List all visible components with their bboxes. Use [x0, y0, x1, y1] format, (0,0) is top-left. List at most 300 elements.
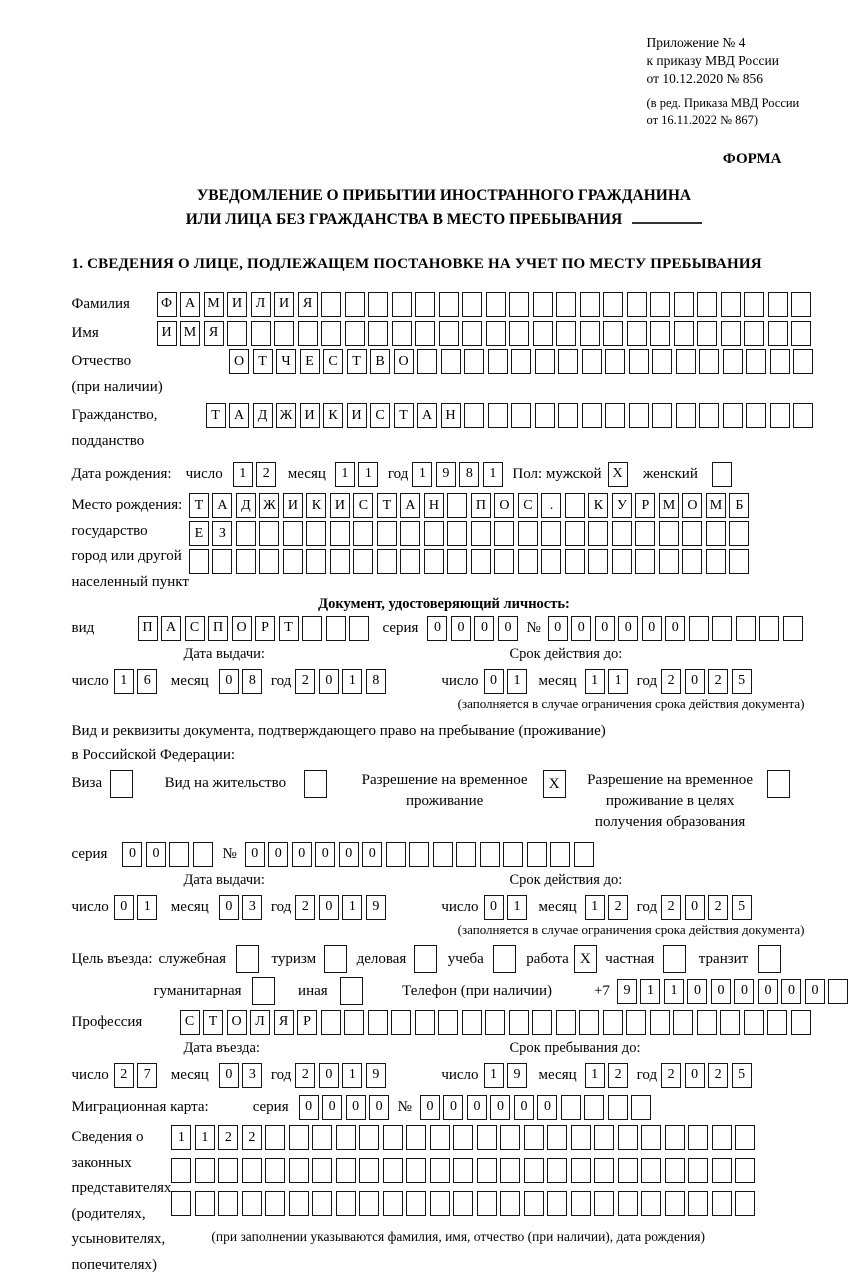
form-cell[interactable] — [477, 1158, 497, 1183]
form-cell[interactable]: Е — [189, 521, 209, 546]
form-cell[interactable] — [424, 521, 444, 546]
form-cell[interactable]: 1 — [335, 462, 355, 487]
form-cell[interactable]: 0 — [474, 616, 494, 641]
form-cell[interactable]: 0 — [346, 1095, 366, 1120]
form-cell[interactable]: 1 — [114, 669, 134, 694]
form-cell[interactable]: Я — [274, 1010, 294, 1035]
form-cell[interactable] — [509, 321, 529, 346]
form-cell[interactable]: Р — [297, 1010, 317, 1035]
form-cell[interactable] — [612, 549, 632, 574]
form-cell[interactable] — [462, 1010, 482, 1035]
form-cell[interactable]: 1 — [640, 979, 660, 1004]
form-cell[interactable] — [558, 349, 578, 374]
form-cell[interactable] — [659, 521, 679, 546]
form-cell[interactable] — [712, 1158, 732, 1183]
form-cell[interactable] — [652, 349, 672, 374]
form-cell[interactable] — [415, 1010, 435, 1035]
form-cell[interactable] — [652, 403, 672, 428]
form-cell[interactable]: 1 — [195, 1125, 215, 1150]
form-cell[interactable] — [265, 1191, 285, 1216]
form-cell[interactable]: 5 — [732, 1063, 752, 1088]
form-cell[interactable]: 0 — [685, 1063, 705, 1088]
form-cell[interactable] — [665, 1191, 685, 1216]
form-cell[interactable]: И — [227, 292, 247, 317]
form-cell[interactable] — [580, 292, 600, 317]
form-cell[interactable] — [768, 321, 788, 346]
form-cell[interactable] — [627, 321, 647, 346]
form-cell[interactable]: Я — [298, 292, 318, 317]
form-cell[interactable]: Ч — [276, 349, 296, 374]
form-cell[interactable] — [453, 1158, 473, 1183]
form-cell[interactable]: Т — [377, 493, 397, 518]
form-cell[interactable]: 0 — [122, 842, 142, 867]
form-cell[interactable] — [321, 292, 341, 317]
form-cell[interactable] — [697, 292, 717, 317]
form-cell[interactable] — [791, 321, 811, 346]
form-cell[interactable] — [650, 1010, 670, 1035]
form-cell[interactable]: Л — [251, 292, 271, 317]
form-cell[interactable]: З — [212, 521, 232, 546]
form-cell[interactable] — [783, 616, 803, 641]
form-cell[interactable] — [641, 1191, 661, 1216]
form-cell[interactable]: 0 — [734, 979, 754, 1004]
form-cell[interactable] — [641, 1158, 661, 1183]
form-cell[interactable]: 1 — [137, 895, 157, 920]
form-cell[interactable] — [565, 549, 585, 574]
form-cell[interactable] — [735, 1191, 755, 1216]
form-cell[interactable] — [447, 549, 467, 574]
form-cell[interactable] — [464, 403, 484, 428]
form-cell[interactable]: Т — [189, 493, 209, 518]
form-cell[interactable]: 1 — [342, 669, 362, 694]
form-cell[interactable] — [336, 1158, 356, 1183]
form-cell[interactable]: П — [471, 493, 491, 518]
form-cell[interactable]: Ж — [259, 493, 279, 518]
form-cell[interactable] — [518, 521, 538, 546]
form-cell[interactable] — [336, 1125, 356, 1150]
form-cell[interactable]: 0 — [781, 979, 801, 1004]
form-cell[interactable] — [723, 403, 743, 428]
form-cell[interactable] — [712, 462, 732, 487]
form-cell[interactable] — [289, 1191, 309, 1216]
form-cell[interactable]: 1 — [484, 1063, 504, 1088]
form-cell[interactable] — [706, 549, 726, 574]
form-cell[interactable]: Е — [300, 349, 320, 374]
form-cell[interactable] — [321, 321, 341, 346]
form-cell[interactable] — [629, 403, 649, 428]
form-cell[interactable] — [391, 1010, 411, 1035]
form-cell[interactable]: 0 — [498, 616, 518, 641]
form-cell[interactable] — [193, 842, 213, 867]
form-cell[interactable] — [441, 349, 461, 374]
form-cell[interactable] — [650, 292, 670, 317]
form-cell[interactable] — [312, 1158, 332, 1183]
form-cell[interactable]: С — [323, 349, 343, 374]
form-cell[interactable]: 9 — [436, 462, 456, 487]
form-cell[interactable] — [464, 349, 484, 374]
form-cell[interactable] — [406, 1158, 426, 1183]
form-cell[interactable] — [627, 292, 647, 317]
form-cell[interactable] — [349, 616, 369, 641]
form-cell[interactable]: 0 — [484, 895, 504, 920]
form-cell[interactable] — [283, 549, 303, 574]
form-cell[interactable] — [486, 321, 506, 346]
form-cell[interactable] — [767, 1010, 787, 1035]
form-cell[interactable]: М — [706, 493, 726, 518]
form-cell[interactable] — [676, 403, 696, 428]
form-cell[interactable] — [289, 1158, 309, 1183]
form-cell[interactable]: У — [612, 493, 632, 518]
form-cell[interactable]: 6 — [137, 669, 157, 694]
form-cell[interactable] — [383, 1158, 403, 1183]
form-cell[interactable]: И — [274, 292, 294, 317]
form-cell[interactable] — [471, 549, 491, 574]
form-cell[interactable] — [556, 1010, 576, 1035]
form-cell[interactable]: 0 — [292, 842, 312, 867]
form-cell[interactable] — [345, 292, 365, 317]
form-cell[interactable] — [494, 549, 514, 574]
form-cell[interactable] — [252, 977, 275, 1005]
form-cell[interactable] — [550, 842, 570, 867]
form-cell[interactable] — [759, 616, 779, 641]
form-cell[interactable]: 0 — [571, 616, 591, 641]
form-cell[interactable] — [558, 403, 578, 428]
form-cell[interactable] — [682, 521, 702, 546]
form-cell[interactable] — [518, 549, 538, 574]
form-cell[interactable] — [430, 1158, 450, 1183]
form-cell[interactable]: А — [161, 616, 181, 641]
form-cell[interactable] — [488, 349, 508, 374]
form-cell[interactable]: 1 — [342, 1063, 362, 1088]
form-cell[interactable] — [565, 521, 585, 546]
form-cell[interactable]: 0 — [299, 1095, 319, 1120]
form-cell[interactable]: Я — [204, 321, 224, 346]
form-cell[interactable] — [746, 403, 766, 428]
form-cell[interactable] — [298, 321, 318, 346]
form-cell[interactable] — [697, 1010, 717, 1035]
form-cell[interactable] — [579, 1010, 599, 1035]
form-cell[interactable] — [503, 842, 523, 867]
form-cell[interactable] — [547, 1158, 567, 1183]
form-cell[interactable] — [359, 1125, 379, 1150]
form-cell[interactable]: С — [180, 1010, 200, 1035]
form-cell[interactable] — [676, 349, 696, 374]
form-cell[interactable]: 0 — [642, 616, 662, 641]
form-cell[interactable]: Ж — [276, 403, 296, 428]
form-cell[interactable]: С — [353, 493, 373, 518]
form-cell[interactable] — [500, 1191, 520, 1216]
form-cell[interactable] — [697, 321, 717, 346]
form-cell[interactable]: 0 — [319, 1063, 339, 1088]
form-cell[interactable] — [406, 1191, 426, 1216]
form-cell[interactable] — [605, 403, 625, 428]
form-cell[interactable]: 0 — [319, 669, 339, 694]
form-cell[interactable]: П — [208, 616, 228, 641]
form-cell[interactable]: 2 — [608, 895, 628, 920]
form-cell[interactable]: О — [227, 1010, 247, 1035]
form-cell[interactable] — [392, 292, 412, 317]
form-cell[interactable]: X — [608, 462, 628, 487]
form-cell[interactable] — [793, 403, 813, 428]
form-cell[interactable] — [729, 549, 749, 574]
form-cell[interactable]: 0 — [548, 616, 568, 641]
form-cell[interactable]: А — [400, 493, 420, 518]
form-cell[interactable]: 3 — [242, 1063, 262, 1088]
form-cell[interactable] — [603, 292, 623, 317]
form-cell[interactable] — [688, 1125, 708, 1150]
form-cell[interactable] — [594, 1158, 614, 1183]
form-cell[interactable]: 0 — [467, 1095, 487, 1120]
form-cell[interactable]: 0 — [427, 616, 447, 641]
form-cell[interactable] — [541, 521, 561, 546]
form-cell[interactable]: 1 — [483, 462, 503, 487]
form-cell[interactable] — [565, 493, 585, 518]
form-cell[interactable] — [312, 1191, 332, 1216]
form-cell[interactable]: А — [417, 403, 437, 428]
form-cell[interactable] — [712, 1125, 732, 1150]
form-cell[interactable] — [430, 1125, 450, 1150]
form-cell[interactable] — [580, 321, 600, 346]
form-cell[interactable] — [414, 945, 437, 973]
form-cell[interactable] — [735, 1158, 755, 1183]
form-cell[interactable] — [618, 1191, 638, 1216]
form-cell[interactable] — [791, 292, 811, 317]
form-cell[interactable] — [340, 977, 363, 1005]
form-cell[interactable] — [768, 292, 788, 317]
form-cell[interactable] — [195, 1191, 215, 1216]
form-cell[interactable]: 8 — [366, 669, 386, 694]
form-cell[interactable] — [532, 1010, 552, 1035]
form-cell[interactable] — [626, 1010, 646, 1035]
form-cell[interactable] — [665, 1158, 685, 1183]
form-cell[interactable]: Р — [635, 493, 655, 518]
form-cell[interactable] — [368, 292, 388, 317]
form-cell[interactable]: О — [229, 349, 249, 374]
form-cell[interactable] — [635, 521, 655, 546]
form-cell[interactable] — [227, 321, 247, 346]
form-cell[interactable] — [735, 1125, 755, 1150]
form-cell[interactable] — [400, 521, 420, 546]
form-cell[interactable]: 0 — [420, 1095, 440, 1120]
form-cell[interactable]: Д — [253, 403, 273, 428]
form-cell[interactable] — [242, 1191, 262, 1216]
form-cell[interactable]: 2 — [708, 1063, 728, 1088]
form-cell[interactable] — [603, 1010, 623, 1035]
form-cell[interactable] — [424, 549, 444, 574]
form-cell[interactable]: Л — [250, 1010, 270, 1035]
form-cell[interactable] — [535, 403, 555, 428]
form-cell[interactable] — [541, 549, 561, 574]
form-cell[interactable]: 0 — [687, 979, 707, 1004]
form-cell[interactable] — [417, 349, 437, 374]
form-cell[interactable]: О — [394, 349, 414, 374]
form-cell[interactable] — [746, 349, 766, 374]
form-cell[interactable] — [770, 349, 790, 374]
form-cell[interactable] — [582, 349, 602, 374]
form-cell[interactable] — [265, 1158, 285, 1183]
form-cell[interactable]: Т — [253, 349, 273, 374]
form-cell[interactable]: П — [138, 616, 158, 641]
form-cell[interactable]: . — [541, 493, 561, 518]
form-cell[interactable]: 2 — [295, 669, 315, 694]
form-cell[interactable]: 9 — [366, 895, 386, 920]
form-cell[interactable] — [689, 616, 709, 641]
form-cell[interactable]: А — [212, 493, 232, 518]
form-cell[interactable] — [462, 321, 482, 346]
form-cell[interactable]: 0 — [114, 895, 134, 920]
form-cell[interactable] — [415, 292, 435, 317]
form-cell[interactable] — [488, 403, 508, 428]
form-cell[interactable]: И — [283, 493, 303, 518]
form-cell[interactable] — [236, 549, 256, 574]
form-cell[interactable]: Н — [441, 403, 461, 428]
form-cell[interactable] — [447, 521, 467, 546]
form-cell[interactable] — [605, 349, 625, 374]
form-cell[interactable]: 0 — [339, 842, 359, 867]
form-cell[interactable] — [259, 549, 279, 574]
form-cell[interactable] — [561, 1095, 581, 1120]
form-cell[interactable]: 1 — [507, 895, 527, 920]
form-cell[interactable] — [433, 842, 453, 867]
form-cell[interactable]: 0 — [451, 616, 471, 641]
form-cell[interactable]: О — [494, 493, 514, 518]
form-cell[interactable] — [791, 1010, 811, 1035]
form-cell[interactable] — [344, 1010, 364, 1035]
form-cell[interactable] — [524, 1191, 544, 1216]
form-cell[interactable]: 0 — [443, 1095, 463, 1120]
form-cell[interactable]: 2 — [661, 669, 681, 694]
form-cell[interactable] — [770, 403, 790, 428]
form-cell[interactable]: 2 — [218, 1125, 238, 1150]
form-cell[interactable] — [189, 549, 209, 574]
form-cell[interactable] — [828, 979, 848, 1004]
form-cell[interactable] — [571, 1158, 591, 1183]
form-cell[interactable] — [547, 1191, 567, 1216]
form-cell[interactable] — [641, 1125, 661, 1150]
form-cell[interactable]: 1 — [358, 462, 378, 487]
form-cell[interactable]: О — [682, 493, 702, 518]
form-cell[interactable]: В — [370, 349, 390, 374]
form-cell[interactable] — [682, 549, 702, 574]
form-cell[interactable] — [368, 321, 388, 346]
form-cell[interactable] — [736, 616, 756, 641]
form-cell[interactable] — [712, 616, 732, 641]
form-cell[interactable]: Т — [347, 349, 367, 374]
form-cell[interactable] — [283, 521, 303, 546]
form-cell[interactable] — [438, 1010, 458, 1035]
form-cell[interactable]: 1 — [664, 979, 684, 1004]
form-cell[interactable] — [509, 292, 529, 317]
form-cell[interactable] — [673, 1010, 693, 1035]
form-cell[interactable] — [674, 321, 694, 346]
form-cell[interactable] — [699, 403, 719, 428]
form-cell[interactable]: 2 — [295, 895, 315, 920]
form-cell[interactable] — [582, 403, 602, 428]
form-cell[interactable]: 1 — [608, 669, 628, 694]
form-cell[interactable] — [720, 1010, 740, 1035]
form-cell[interactable]: 0 — [595, 616, 615, 641]
form-cell[interactable] — [706, 521, 726, 546]
form-cell[interactable] — [400, 549, 420, 574]
form-cell[interactable] — [635, 549, 655, 574]
form-cell[interactable]: 0 — [369, 1095, 389, 1120]
form-cell[interactable] — [571, 1191, 591, 1216]
form-cell[interactable] — [535, 349, 555, 374]
form-cell[interactable] — [259, 521, 279, 546]
form-cell[interactable]: 0 — [146, 842, 166, 867]
form-cell[interactable] — [353, 521, 373, 546]
form-cell[interactable] — [321, 1010, 341, 1035]
form-cell[interactable] — [447, 493, 467, 518]
form-cell[interactable] — [608, 1095, 628, 1120]
form-cell[interactable] — [110, 770, 133, 798]
form-cell[interactable] — [477, 1191, 497, 1216]
form-cell[interactable] — [345, 321, 365, 346]
form-cell[interactable]: А — [180, 292, 200, 317]
form-cell[interactable]: М — [204, 292, 224, 317]
form-cell[interactable] — [169, 842, 189, 867]
form-cell[interactable]: 2 — [661, 1063, 681, 1088]
form-cell[interactable]: 9 — [366, 1063, 386, 1088]
form-cell[interactable] — [744, 321, 764, 346]
form-cell[interactable]: И — [300, 403, 320, 428]
form-cell[interactable] — [406, 1125, 426, 1150]
form-cell[interactable] — [439, 321, 459, 346]
form-cell[interactable] — [688, 1191, 708, 1216]
form-cell[interactable]: 0 — [685, 669, 705, 694]
form-cell[interactable]: 2 — [295, 1063, 315, 1088]
form-cell[interactable]: Н — [424, 493, 444, 518]
form-cell[interactable] — [306, 521, 326, 546]
form-cell[interactable]: С — [185, 616, 205, 641]
form-cell[interactable] — [524, 1125, 544, 1150]
form-cell[interactable] — [631, 1095, 651, 1120]
form-cell[interactable] — [793, 349, 813, 374]
form-cell[interactable] — [312, 1125, 332, 1150]
form-cell[interactable]: Д — [236, 493, 256, 518]
form-cell[interactable]: 0 — [685, 895, 705, 920]
form-cell[interactable] — [612, 521, 632, 546]
form-cell[interactable]: 1 — [507, 669, 527, 694]
form-cell[interactable]: 0 — [268, 842, 288, 867]
form-cell[interactable] — [594, 1125, 614, 1150]
form-cell[interactable] — [511, 403, 531, 428]
form-cell[interactable]: 2 — [256, 462, 276, 487]
form-cell[interactable]: 0 — [315, 842, 335, 867]
form-cell[interactable] — [486, 292, 506, 317]
form-cell[interactable] — [274, 321, 294, 346]
form-cell[interactable] — [485, 1010, 505, 1035]
form-cell[interactable]: 0 — [711, 979, 731, 1004]
form-cell[interactable] — [547, 1125, 567, 1150]
form-cell[interactable] — [524, 1158, 544, 1183]
form-cell[interactable] — [588, 549, 608, 574]
form-cell[interactable] — [242, 1158, 262, 1183]
form-cell[interactable] — [618, 1158, 638, 1183]
form-cell[interactable] — [659, 549, 679, 574]
form-cell[interactable]: 1 — [585, 1063, 605, 1088]
form-cell[interactable] — [377, 521, 397, 546]
form-cell[interactable] — [500, 1125, 520, 1150]
form-cell[interactable] — [392, 321, 412, 346]
form-cell[interactable]: О — [232, 616, 252, 641]
form-cell[interactable]: 0 — [665, 616, 685, 641]
form-cell[interactable]: 9 — [617, 979, 637, 1004]
form-cell[interactable]: 1 — [585, 669, 605, 694]
form-cell[interactable]: И — [330, 493, 350, 518]
form-cell[interactable] — [353, 549, 373, 574]
form-cell[interactable] — [533, 321, 553, 346]
